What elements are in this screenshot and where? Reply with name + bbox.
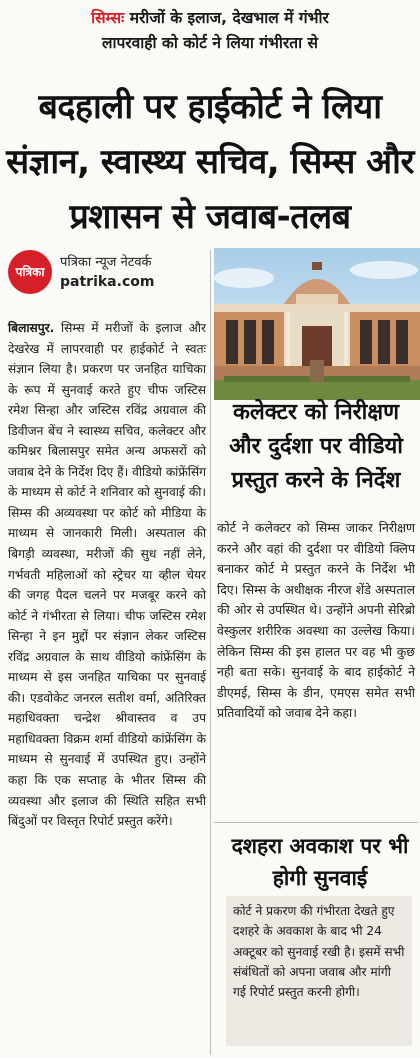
kicker-line-1 bbox=[0, 6, 420, 31]
section-divider bbox=[214, 822, 418, 823]
high-court-building-image bbox=[214, 248, 420, 400]
subhead-dussehra-hearing: दशहरा अवकाश पर भी होगी सुनवाई bbox=[231, 834, 409, 890]
byline-site: patrika.com bbox=[60, 274, 155, 290]
column-divider bbox=[210, 250, 211, 1055]
high-court-photo bbox=[214, 248, 420, 400]
dateline: बिलासपुर. bbox=[8, 321, 55, 335]
main-article-body: सिम्स में मरीजों के इलाज और देखरेख में लापरवाही पर हाईकोर्ट ने स्वतः संज्ञान लिया है। प्रकरण पर जनहित याचिका के रूप में सुनवाई करते हुए चीफ जस्टिस रमेश सिन्हा और जस्टिस रविंद्र अग्रवाल की डिवीजन बेंच ने स्वास्थ्य सचिव, कलेक्टर और कमिश्नर बिलासपुर समेत अन्य अफसरों को जवाब देने के निर्देश दिए हैं। वीडियो कांफ्रेंसिंग के माध्यम से कोर्ट ने शनिवार को सुनवाई की। सिम्स की अव्यवस्था पर कोर्ट को मीडिया के माध्यम से जानकारी मिली। अस्पताल की बिगड़ी व्यवस्था, मरीजों की सुध नहीं लेने, गर्भवती महिलाओं को स्ट्रेचर या व्हील चेयर की जगह पैदल चलने पर मजबूर करने को कोर्ट ने गंभीरता से लिया। चीफ जस्टिस रमेश सिन्हा ने इन मुद्दों पर संज्ञान लेकर जस्टिस रविंद्र अग्रवाल के साथ वीडियो कांफ्रेंसिंग के माध्यम से इस जनहित याचिका पर सुनवाई की। एडवोकेट जनरल सतीश वर्मा, अतिरिक्त महाधिवक्ता चन्द्रेश श्रीवास्तव व उप महाधिवक्ता विक्रम शर्मा वीडियो कांफ्रेंसिंग के माध्यम से सुनवाई में उपस्थित हुए। उन्होंने कहा कि एक सप्ताह के भीतर सिम्स की व्यवस्था और इलाज की स्थिति सहित सभी बिंदुओं पर विस्तृत रिपोर्ट प्रस्तुत करेंगे। bbox=[8, 321, 206, 829]
main-article-text bbox=[8, 318, 206, 832]
byline-agency: पत्रिका न्यूज नेटवर्क bbox=[60, 255, 152, 270]
kicker-text: मरीजों के इलाज, देखभाल में गंभीर bbox=[129, 9, 329, 27]
dussehra-info-box bbox=[226, 896, 412, 1046]
kicker bbox=[0, 6, 420, 56]
collector-section-text: कोर्ट ने कलेक्टर को सिम्स जाकर निरीक्षण करने और वहां की दुर्दशा पर वीडियो क्लिप बनाकर कोर्ट मे प्रस्तुत करने के निर्देश भी दिए। सिम्स के अधीक्षक नीरज शेंडे अस्पताल की ओर से उपस्थित थे। उन्होंने अपनी सेरिब्रो वेस्कुलर शरीरिक अवस्था का उल्लेख किया। लेकिन सिम्स की इस हालत पर वह भी कुछ नही बता सके। सुनवाई के बाद हाईकोर्ट ने डीएमई, सिम्स के डीन, एमएस समेत सभी प्रतिवादियों को जवाब देने कहा। bbox=[217, 520, 415, 721]
patrika-logo: पत्रिका bbox=[8, 250, 52, 294]
byline bbox=[60, 254, 210, 292]
dussehra-box-text: कोर्ट ने प्रकरण की गंभीरता देखते हुए दशहरे के अवकाश के बाद भी 24 अक्टूबर को सुनवाई रखी है। इसमें सभी संबंधितों को अपना जवाब और मांगी गई रिपोर्ट प्रस्तुत करनी होगी। bbox=[233, 904, 405, 1000]
kicker-source: सिम्सः bbox=[91, 9, 125, 27]
kicker-line-2: लापरवाही को कोर्ट ने लिया गंभीरता से bbox=[101, 34, 318, 52]
subhead-collector-inspection: कलेक्टर को निरीक्षण और दुर्दशा पर वीडियो प्रस्तुत करने के निर्देश bbox=[229, 400, 403, 493]
headline: बदहाली पर हाईकोर्ट ने लिया संज्ञान, स्वास्थ्य सचिव, सिम्स और प्रशासन से जवाब-तलब bbox=[6, 87, 414, 237]
